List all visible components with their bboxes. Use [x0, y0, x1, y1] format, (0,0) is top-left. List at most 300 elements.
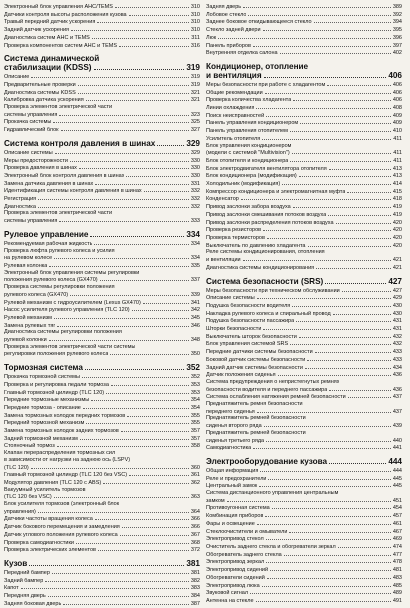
leader-dots	[248, 11, 390, 16]
toc-entry	[206, 195, 402, 203]
toc-entry-page: 372	[190, 547, 200, 554]
toc-entry	[4, 34, 200, 42]
toc-entry-page: 345	[190, 314, 200, 321]
toc-entry-title: Электронный блок управления системы регулировки	[4, 269, 140, 276]
toc-entry-page: 325	[190, 119, 200, 126]
toc-entry	[206, 96, 402, 104]
toc-entry-title: рулевого колеса (GX470)	[4, 291, 69, 298]
toc-entry	[206, 379, 402, 386]
leader-dots	[256, 104, 390, 109]
section-title: Рулевое управление	[4, 229, 89, 239]
toc-entry-title: Электропривод зеркал	[206, 559, 265, 566]
toc-entry-title: Замена рулевых тяг	[4, 322, 56, 329]
toc-entry-title: системы управления	[4, 218, 58, 225]
toc-entry-title: Датчик углового положения рулевого колеса	[4, 531, 118, 538]
toc-entry-page: 419	[392, 211, 402, 218]
leader-dots	[121, 427, 189, 432]
toc-entry	[206, 180, 402, 188]
toc-entry	[4, 254, 200, 262]
toc-entry-title: Модулятор давления (TLC 120 с ABS)	[4, 479, 102, 486]
toc-entry	[206, 437, 402, 445]
toc-entry-title: Задний бампер	[4, 577, 44, 584]
toc-entry-page: 355	[190, 412, 200, 419]
toc-entry-title: Электропривод сидений	[206, 567, 269, 574]
toc-entry-title: Описание системы	[206, 295, 255, 302]
toc-entry-title: Меры безопасности при работе с хладагентом	[206, 81, 326, 88]
toc-entry-title: Обогреватель заднего стекла	[206, 551, 282, 558]
leader-dots	[57, 442, 189, 447]
toc-entry-title: Проверка количества хладагента	[206, 97, 292, 104]
leader-dots	[115, 3, 189, 8]
toc-entry-page: 431	[392, 326, 402, 333]
leader-dots	[119, 42, 189, 47]
toc-entry-page: 310	[190, 11, 200, 18]
toc-left-column	[4, 3, 200, 608]
toc-entry	[4, 104, 200, 111]
toc-entry-page: 429	[392, 295, 402, 302]
toc-entry-title: Проверка элементов электрической части	[4, 210, 113, 217]
toc-entry	[4, 329, 200, 336]
leader-dots	[122, 523, 189, 528]
toc-entry-title: Панель управления отопителем	[206, 128, 288, 135]
leader-dots	[59, 111, 188, 116]
toc-entry	[4, 291, 200, 299]
toc-entry-page: 381	[190, 570, 200, 576]
section-title-row-2	[206, 71, 402, 80]
toc-entry	[4, 389, 200, 397]
toc-entry-title: Шторки безопасности	[206, 326, 262, 333]
toc-entry-page: 413	[392, 173, 402, 180]
toc-entry-title: рулевой колонки	[4, 337, 47, 344]
leader-dots	[333, 310, 391, 315]
toc-entry-title: Главный тормозной цилиндр (TLC 120)	[4, 389, 105, 396]
toc-entry-title: (TLC 120 без VSC)	[4, 494, 52, 501]
leader-dots	[314, 18, 391, 23]
toc-entry	[206, 26, 402, 34]
toc-entry-page: 360	[190, 464, 200, 471]
leader-dots	[253, 444, 391, 449]
leader-dots	[265, 89, 391, 94]
leader-dots	[315, 348, 391, 353]
toc-entry-page: 420	[392, 227, 402, 234]
toc-entry	[206, 287, 402, 295]
toc-entry-title: Задняя дверь	[206, 4, 242, 10]
toc-entry-page: 445	[392, 483, 402, 490]
section-title: Система контроля давления в шинах	[4, 138, 156, 148]
toc-entry-page: 354	[190, 404, 200, 411]
toc-entry	[206, 302, 402, 310]
toc-entry-title: Холодильник (модификация)	[206, 181, 281, 188]
section-page: 427	[388, 276, 402, 286]
section-page: 334	[186, 229, 200, 239]
toc-entry-title: Передние тормоза - описание	[4, 404, 81, 411]
toc-entry	[206, 467, 402, 475]
toc-entry	[206, 127, 402, 135]
toc-entry	[4, 322, 200, 330]
toc-entry	[4, 396, 200, 404]
toc-section-heading	[206, 457, 402, 467]
toc-entry-title: Рулевой механизм	[4, 314, 52, 321]
leader-dots	[79, 164, 189, 169]
toc-entry	[206, 3, 402, 11]
leader-dots	[266, 112, 391, 117]
toc-entry	[4, 412, 200, 420]
leader-dots	[110, 350, 188, 355]
toc-entry-title: Панель управления кондиционером	[206, 120, 299, 127]
toc-entry-title: Стекло задней двери	[206, 27, 261, 34]
toc-entry-title: Самодиагностика	[206, 445, 252, 452]
toc-entry	[4, 592, 200, 600]
toc-entry	[206, 597, 402, 605]
leader-dots	[111, 381, 189, 386]
leader-dots	[55, 149, 189, 154]
toc-entry-title: Замена тормозных колодок задних тормозов	[4, 428, 119, 435]
leader-dots	[120, 531, 189, 536]
leader-dots	[299, 333, 391, 338]
toc-section-heading	[4, 363, 200, 373]
toc-entry	[206, 135, 402, 143]
toc-entry-title: Проверка люфта рулевого колеса и усилия	[4, 247, 115, 254]
toc-entry-page: 331	[190, 180, 200, 187]
leader-dots	[78, 89, 189, 94]
leader-dots	[71, 26, 189, 31]
toc-entry	[206, 497, 402, 505]
leader-dots	[328, 211, 391, 216]
toc-entry-title: Общая информация	[206, 467, 259, 474]
toc-entry-page: 396	[392, 34, 402, 41]
leader-dots	[45, 577, 189, 582]
leader-dots	[325, 277, 386, 284]
toc-entry	[206, 566, 402, 574]
toc-entry-page: 434	[392, 364, 402, 371]
toc-entry-title: Задняя боковая дверь	[4, 600, 62, 607]
toc-entry	[4, 172, 200, 180]
toc-entry	[206, 582, 402, 590]
toc-entry	[206, 203, 402, 211]
toc-entry-page: 335	[190, 262, 200, 269]
toc-entry	[206, 528, 402, 536]
toc-entry	[206, 42, 402, 50]
toc-entry-title: Преднатяжитель ремней безопасности	[206, 429, 306, 436]
toc-entry-page: 397	[392, 42, 402, 49]
leader-dots	[82, 373, 189, 378]
leader-dots	[257, 520, 391, 525]
toc-entry	[4, 523, 200, 531]
toc-entry-title: Проверка элементов электрической части системы	[4, 343, 136, 350]
toc-entry-title: Выключатель по давлению хладагента	[206, 242, 306, 249]
toc-entry-title: Реле системы кондиционирования, отопления	[206, 249, 325, 256]
toc-entry	[206, 475, 402, 483]
leader-dots	[132, 306, 189, 311]
leader-dots	[278, 371, 391, 376]
toc-entry	[4, 11, 200, 19]
toc-entry	[4, 501, 200, 508]
toc-entry	[206, 249, 402, 256]
toc-entry-page: 363	[190, 494, 200, 501]
toc-entry-page: 367	[190, 531, 200, 538]
toc-entry-title: Преднатяжитель ремня безопасности	[206, 401, 303, 408]
section-page: 329	[186, 138, 200, 148]
toc-entry-page: 454	[392, 505, 402, 512]
toc-entry	[4, 404, 200, 412]
toc-entry-title: Задний тормозной механизм	[4, 435, 78, 442]
toc-entry	[4, 195, 200, 203]
toc-entry-title: Диагностика системы кондиционирования	[206, 264, 315, 271]
toc-entry-page: 436	[392, 386, 402, 393]
toc-entry	[206, 256, 402, 264]
section-title-line-2: стабилизации (KDSS)	[4, 63, 92, 73]
toc-entry-title: Проверка компонентов систем АНС и TEMS	[4, 42, 118, 49]
toc-entry-page: 430	[392, 302, 402, 309]
toc-entry-title: Привод заслонки распределения потоков воздуха	[206, 219, 334, 226]
toc-entry	[206, 157, 402, 165]
toc-entry-page: 354	[190, 397, 200, 404]
toc-entry-page: 394	[392, 19, 402, 26]
leader-dots	[127, 412, 189, 417]
toc-entry-title: Фары и освещение	[206, 520, 255, 527]
toc-entry	[4, 306, 200, 314]
leader-dots	[282, 180, 391, 185]
toc-entry-title: (TLC 120)	[4, 464, 29, 471]
toc-entry-page: 469	[392, 536, 402, 543]
toc-entry-page: 337	[190, 277, 200, 284]
toc-entry-page: 489	[392, 590, 402, 597]
leader-dots	[263, 26, 391, 31]
toc-entry-page: 413	[392, 165, 402, 172]
toc-entry	[4, 515, 200, 523]
toc-entry	[4, 350, 200, 358]
toc-entry-page: 481	[392, 567, 402, 574]
toc-section-heading	[206, 62, 402, 81]
toc-entry	[206, 34, 402, 42]
section-title: Система безопасности (SRS)	[206, 276, 324, 286]
toc-entry-page: 332	[190, 188, 200, 195]
leader-dots	[342, 287, 391, 292]
toc-entry-title: Привод заслонки забора воздуха	[206, 204, 291, 211]
toc-entry-title: Комбинация приборов	[206, 513, 264, 520]
leader-dots	[307, 356, 390, 361]
toc-entry-title: Стеклоочистители и омыватели	[206, 528, 288, 535]
toc-entry-page: 439	[392, 423, 402, 430]
toc-entry-page: 364	[190, 508, 200, 515]
toc-entry-title: Вакуумный усилитель тормозов	[4, 486, 86, 493]
toc-entry-page: 395	[392, 27, 402, 34]
toc-entry	[206, 172, 402, 180]
toc-entry-title: Прокачка тормозной системы	[4, 374, 80, 381]
section-page: 444	[388, 456, 402, 466]
toc-entry-title: Электропривод люка	[206, 582, 260, 589]
toc-entry	[4, 149, 200, 157]
toc-entry	[4, 546, 200, 554]
leader-dots	[296, 317, 391, 322]
toc-section-heading	[4, 559, 200, 569]
toc-entry	[4, 508, 200, 516]
toc-entry	[4, 569, 200, 577]
toc-entry-title: Главный тормозной цилиндр (TLC 120 без VSC)	[4, 472, 128, 479]
toc-entry-page: 330	[190, 172, 200, 179]
leader-dots	[329, 457, 386, 464]
toc-entry-page: 457	[392, 513, 402, 520]
toc-entry-title: Центральный замок	[206, 483, 258, 490]
leader-dots	[329, 386, 391, 391]
leader-dots	[264, 71, 387, 78]
leader-dots	[292, 302, 391, 307]
leader-dots	[262, 135, 391, 140]
leader-dots	[49, 262, 188, 267]
toc-entry	[206, 551, 402, 559]
leader-dots	[31, 73, 189, 78]
toc-entry-page: 366	[190, 524, 200, 531]
leader-dots	[86, 96, 189, 101]
toc-entry-page: 419	[392, 204, 402, 211]
section-title-row-2	[4, 63, 200, 72]
toc-entry-page: 342	[190, 307, 200, 314]
toc-entry-title: Регистрация	[4, 196, 37, 203]
toc-entry-title: Накладка рулевого колеса и спиральный провод	[206, 310, 331, 317]
toc-entry-title: Клапан перераспределения тормозных сил	[4, 450, 116, 457]
toc-entry	[206, 143, 402, 150]
toc-entry-page: 341	[190, 299, 200, 306]
toc-entry-title: Противоугонная система	[206, 505, 270, 512]
leader-dots	[144, 187, 189, 192]
leader-dots	[38, 203, 189, 208]
leader-dots	[268, 475, 390, 480]
toc-entry-title: Передняя дверь	[4, 593, 46, 600]
leader-dots	[293, 203, 391, 208]
toc-entry-title: сиденья третьего ряда	[206, 437, 265, 444]
toc-entry	[4, 73, 200, 81]
toc-entry-title: Травый передний датчик ускорения	[4, 19, 96, 26]
toc-entry	[4, 18, 200, 26]
toc-entry-page: 353	[190, 389, 200, 396]
leader-dots	[263, 325, 390, 330]
toc-entry-page: 477	[392, 551, 402, 558]
leader-dots	[63, 600, 188, 605]
toc-entry-title: Калибровка датчика ускорения	[4, 97, 84, 104]
toc-entry-title: Датчики частоты вращения колеса	[4, 516, 93, 523]
toc-entry-page: 392	[392, 11, 402, 18]
toc-entry	[4, 336, 200, 344]
toc-entry-title: Меры предосторожности	[4, 157, 68, 164]
toc-entry-page: 478	[392, 559, 402, 566]
toc-entry	[4, 118, 200, 126]
leader-dots	[316, 264, 391, 269]
toc-entry	[4, 457, 200, 464]
leader-dots	[227, 497, 391, 502]
leader-dots	[86, 419, 188, 424]
leader-dots	[54, 254, 189, 259]
toc-entry	[4, 427, 200, 435]
leader-dots	[38, 195, 189, 200]
toc-entry-page: 411	[393, 135, 402, 142]
toc-entry	[206, 558, 402, 566]
toc-entry-title: Электронный блок контроля давления в шинах	[4, 172, 125, 179]
section-page: 319	[186, 63, 200, 73]
toc-entry	[206, 386, 402, 394]
toc-entry-page: 483	[392, 574, 402, 581]
toc-entry	[4, 210, 200, 217]
toc-entry-title: Усилитель отопителя	[206, 135, 261, 142]
toc-entry	[206, 211, 402, 219]
toc-entry	[206, 408, 402, 416]
toc-entry-page: 332	[190, 196, 200, 203]
toc-entry-page: 329	[190, 149, 200, 156]
toc-entry-page: 436	[392, 372, 402, 379]
toc-entry-page: 432	[392, 341, 402, 348]
leader-dots	[336, 219, 391, 224]
leader-dots	[103, 479, 189, 484]
leader-dots	[78, 81, 189, 86]
toc-entry	[4, 479, 200, 487]
toc-entry-page: 444	[392, 467, 402, 474]
toc-entry-page: 430	[392, 310, 402, 317]
toc-entry	[206, 219, 402, 227]
toc-entry-page: 384	[190, 593, 200, 600]
toc-entry-page: 431	[392, 318, 402, 325]
leader-dots	[90, 230, 184, 237]
toc-entry-title: Задний датчик ускорения	[4, 27, 70, 34]
leader-dots	[266, 535, 391, 540]
toc-entry	[206, 430, 402, 437]
toc-entry-title: Стояночный тормоз	[4, 443, 55, 450]
toc-entry-page: 357	[190, 435, 200, 442]
toc-entry-title: Блок управления кондиционером	[206, 142, 292, 149]
leader-dots	[91, 396, 189, 401]
leader-dots	[129, 471, 189, 476]
toc-entry-title: Линии охлаждения	[206, 105, 255, 112]
toc-entry	[206, 444, 402, 452]
toc-entry-title: Проверка электрических элементов	[4, 547, 96, 554]
leader-dots	[348, 393, 391, 398]
toc-entry	[206, 294, 402, 302]
section-title: Электрооборудование кузова	[206, 456, 328, 466]
section-title-line-1: Кондиционер, отопление	[206, 61, 309, 71]
toc-entry	[4, 493, 200, 501]
leader-dots	[243, 3, 391, 8]
toc-section-heading	[4, 230, 200, 240]
leader-dots	[100, 276, 189, 281]
toc-entry-page: 382	[190, 577, 200, 584]
toc-entry-title: Обогреватели сидений	[206, 574, 265, 581]
leader-dots	[57, 322, 188, 327]
toc-entry-title: системы управления	[4, 111, 58, 118]
leader-dots	[61, 126, 189, 131]
leader-dots	[290, 340, 391, 345]
leader-dots	[290, 157, 391, 162]
leader-dots	[157, 139, 184, 146]
toc-entry	[206, 348, 402, 356]
toc-entry-page: 415	[392, 188, 402, 195]
leader-dots	[289, 528, 390, 533]
toc-entry-title: безопасности водителя и переднего пассажира	[206, 386, 328, 393]
toc-entry	[4, 157, 200, 165]
toc-entry-title: Блок усилителя тормозов (электронный блок	[4, 501, 120, 508]
toc-entry-title: Очиститель заднего стекла и обогреватели зеркал	[206, 544, 336, 550]
toc-entry	[206, 89, 402, 97]
toc-entry	[206, 393, 402, 401]
leader-dots	[270, 566, 391, 571]
toc-entry	[4, 81, 200, 89]
toc-entry-page: 427	[392, 287, 402, 294]
toc-entry-title: Описание системы	[4, 149, 53, 156]
section-page: 381	[186, 559, 200, 568]
toc-entry-title: Диагностика системы KDSS	[4, 89, 76, 96]
toc-entry-title: в зависимости от нагрузки на заднюю ось (LSPV)	[4, 456, 131, 463]
toc-entry-page: 409	[392, 120, 402, 127]
toc-entry	[4, 276, 200, 284]
toc-entry-title: Передний тормозной механизм	[4, 420, 85, 427]
section-title-line-1: Система динамической	[4, 54, 100, 64]
